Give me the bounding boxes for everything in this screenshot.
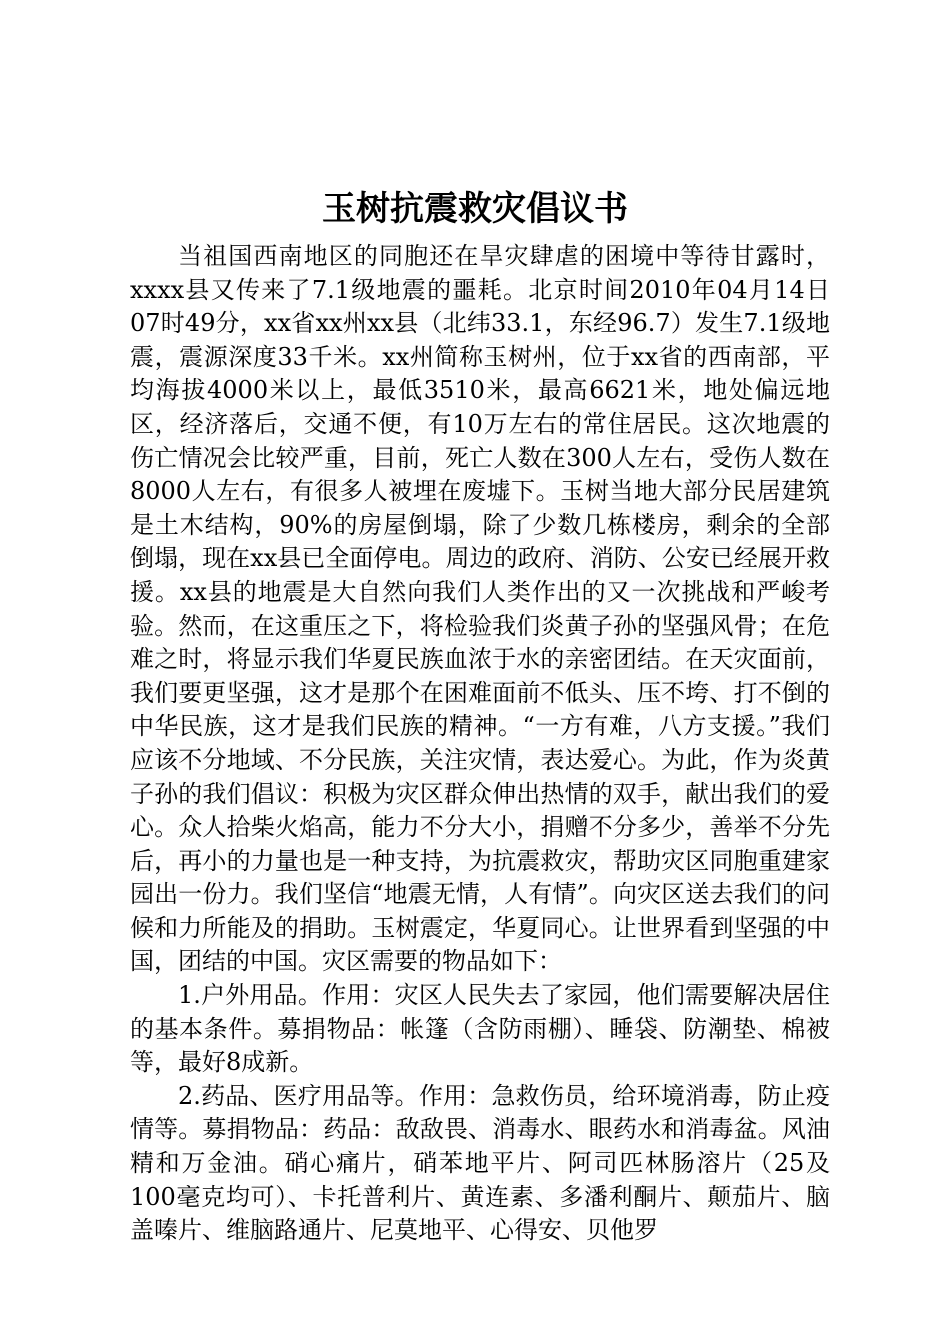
document-title: 玉树抗震救灾倡议书 [322,189,628,229]
document-body [130,240,830,1248]
paragraph-item-outdoor-supplies: 1.户外用品。作用：灾区人民失去了家园，他们需要解决居住的基本条件。募捐物品：帐篷（含防雨棚）、睡袋、防潮垫、棉被等，最好8成新。 [130,981,830,1077]
paragraph-item-medical-supplies: 2.药品、医疗用品等。作用：急救伤员，给环境消毒，防止疫情等。募捐物品：药品：敌敌畏、消毒水、眼药水和消毒盆。风油精和万金油。硝心痛片，硝苯地平片、阿司匹林肠溶片（25及100毫克均可）、卡托普利片、黄连素、多潘利酮片、颠茄片、脑盖嗪片、维脑路通片、尼莫地平、心得安、贝他罗 [130,1081,830,1245]
paragraph-intro: 当祖国西南地区的同胞还在旱灾肆虐的困境中等待甘露时，xxxx县又传来了7.1级地震的噩耗。北京时间2010年04月14日07时49分，xx省xx州xx县（北纬33.1，东经96.7）发生7.1级地震，震源深度33千米。xx州简称玉树州，位于xx省的西南部，平均海拔4000米以上，最低3510米，最高6621米，地处偏远地区，经济落后，交通不便，有10万左右的常住居民。这次地震的伤亡情况会比较严重，目前，死亡人数在300人左右，受伤人数在8000人左右，有很多人被埋在废墟下。玉树当地大部分民居建筑是土木结构，90%的房屋倒塌，除了少数几栋楼房，剩余的全部倒塌，现在xx县已全面停电。周边的政府、消防、公安已经展开救援。xx县的地震是大自然向我们人类作出的又一次挑战和严峻考验。然而，在这重压之下，将检验我们炎黄子孙的坚强风骨；在危难之时，将显示我们华夏民族血浓于水的亲密团结。在天灾面前，我们要更坚强，这才是那个在困难面前不低头、压不垮、打不倒的中华民族，这才是我们民族的精神。“一方有难，八方支援。”我们应该不分地域、不分民族，关注灾情，表达爱心。为此，作为炎黄子孙的我们倡议：积极为灾区群众伸出热情的双手，献出我们的爱心。众人拾柴火焰高，能力不分大小，捐赠不分多少，善举不分先后，再小的力量也是一种支持，为抗震救灾，帮助灾区同胞重建家园出一份力。我们坚信“地震无情，人有情”。向灾区送去我们的问候和力所能及的捐助。玉树震定，华夏同心。让世界看到坚强的中国，团结的中国。灾区需要的物品如下： [130,242,830,976]
